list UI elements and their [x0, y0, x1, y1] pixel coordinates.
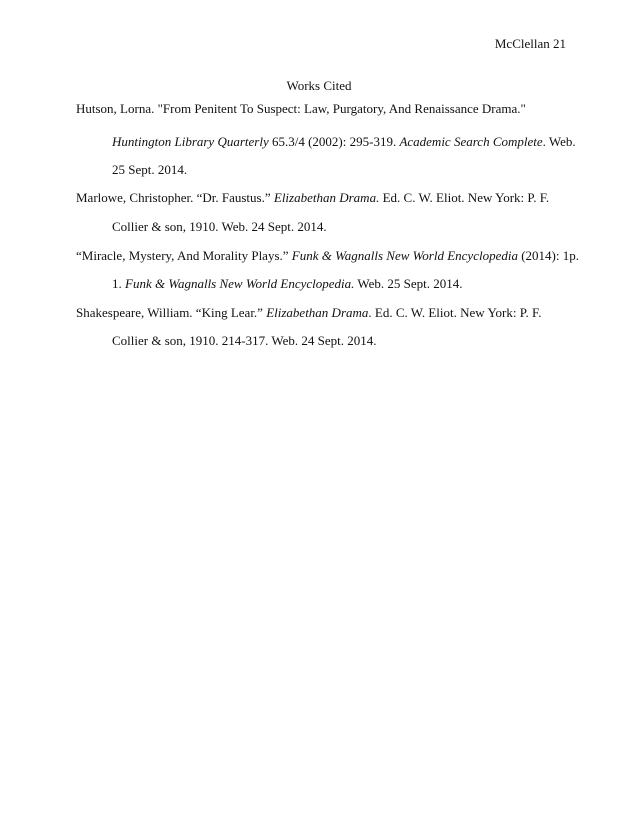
citation-text: Collier & son, 1910. Web. 24 Sept. 2014. — [112, 219, 327, 234]
citation-hutson-line-2 — [112, 134, 576, 150]
book-title: Elizabethan Drama — [266, 305, 369, 320]
citation-shakespeare-line-2 — [112, 333, 376, 349]
book-title: Elizabethan Drama. — [273, 190, 380, 205]
citation-text: Shakespeare, William. “King Lear.” — [76, 305, 267, 320]
citation-text: Collier & son, 1910. 214-317. Web. 24 Sept. 2014. — [112, 333, 377, 348]
page-title: Works Cited — [286, 78, 352, 93]
citation-shakespeare-line-1 — [76, 305, 541, 321]
citation-text: 65.3/4 (2002): 295-319. — [268, 134, 400, 149]
citation-text: 25 Sept. 2014. — [112, 162, 188, 177]
citation-text: (2014): 1p. — [517, 248, 579, 263]
citation-text: Web. 25 Sept. 2014. — [354, 276, 463, 291]
citation-miracle-line-2 — [112, 276, 463, 292]
encyclopedia-title: Funk & Wagnalls New World Encyclopedia. — [125, 276, 355, 291]
citation-text: “Miracle, Mystery, And Morality Plays.” — [76, 248, 292, 263]
citation-hutson-line-1 — [76, 101, 526, 117]
citation-text: . Ed. C. W. Eliot. New York: P. F. — [368, 305, 542, 320]
encyclopedia-title: Funk & Wagnalls New World Encyclopedia — [291, 248, 518, 263]
citation-miracle-line-1 — [76, 248, 579, 264]
database-title: Academic Search Complete — [399, 134, 543, 149]
citation-text: Hutson, Lorna. "From Penitent To Suspect: Law, Purgatory, And Renaissance Drama." — [76, 101, 526, 116]
citation-text: . Web. — [542, 134, 576, 149]
citation-marlowe-line-1 — [76, 190, 549, 206]
running-head: McClellan 21 — [494, 36, 566, 51]
citation-text: 1. — [112, 276, 125, 291]
citation-text: Marlowe, Christopher. “Dr. Faustus.” — [76, 190, 274, 205]
citation-marlowe-line-2 — [112, 219, 327, 235]
journal-title: Huntington Library Quarterly — [112, 134, 269, 149]
citation-text: Ed. C. W. Eliot. New York: P. F. — [379, 190, 550, 205]
citation-hutson-line-3 — [112, 162, 187, 178]
